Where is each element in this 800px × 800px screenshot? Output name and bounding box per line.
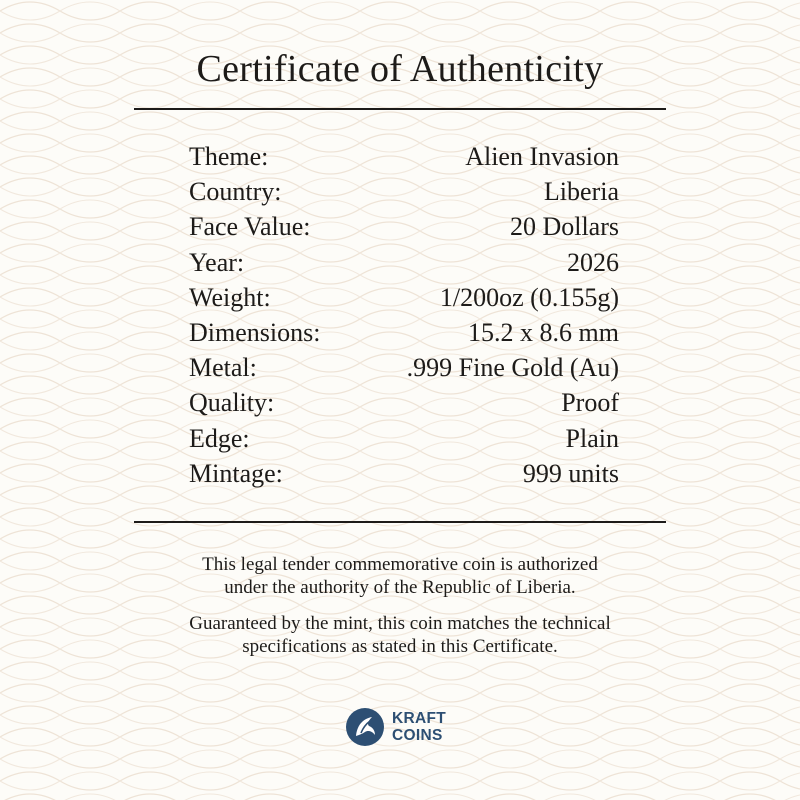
specification-list [189, 139, 619, 491]
spec-value: 1/200oz (0.155g) [439, 282, 619, 312]
spec-label: Year: [189, 247, 245, 277]
spec-row-theme [189, 139, 619, 174]
certificate-title: Certificate of Authenticity [196, 48, 604, 90]
spec-value: 20 Dollars [509, 212, 619, 242]
spec-value: 15.2 x 8.6 mm [468, 317, 619, 347]
spec-row-metal [189, 350, 619, 385]
spec-value: 999 units [522, 458, 619, 488]
spec-label: Mintage: [189, 458, 283, 488]
bottom-divider [134, 521, 666, 523]
certificate-notes [0, 553, 800, 671]
note-line: This legal tender commemorative coin is authorized [202, 554, 598, 575]
top-divider [134, 108, 666, 110]
spec-row-mintage [189, 456, 619, 491]
spec-label: Country: [189, 177, 282, 207]
spec-label: Face Value: [189, 212, 311, 242]
spec-value: Alien Invasion [465, 142, 619, 171]
spec-row-year [189, 245, 619, 280]
spec-label: Weight: [189, 282, 271, 312]
kraft-coins-logo [345, 707, 446, 747]
spec-row-edge [189, 421, 619, 456]
spec-value: Plain [565, 423, 619, 453]
note-line: under the authority of the Republic of Liberia. [224, 577, 576, 598]
spec-label: Quality: [189, 388, 275, 418]
spec-row-quality [189, 385, 619, 420]
legal-tender-note [0, 553, 800, 599]
spec-value: Proof [561, 388, 619, 418]
note-line: specifications as stated in this Certificate. [242, 636, 558, 657]
spec-value: 2026 [567, 247, 619, 277]
logo-wordmark [392, 710, 446, 744]
spec-label: Metal: [189, 353, 257, 383]
kraft-coins-logo-mark-icon [345, 707, 385, 747]
logo-line-kraft: KRAFT [392, 710, 447, 727]
spec-label: Theme: [189, 142, 269, 171]
spec-value: Liberia [543, 177, 619, 207]
spec-row-face-value [189, 209, 619, 244]
spec-row-country [189, 174, 619, 209]
spec-label: Edge: [189, 423, 250, 453]
spec-label: Dimensions: [189, 317, 321, 347]
note-line: Guaranteed by the mint, this coin matches the technical [189, 613, 611, 634]
spec-value: .999 Fine Gold (Au) [406, 353, 619, 383]
spec-row-dimensions [189, 315, 619, 350]
logo-line-coins: COINS [392, 727, 443, 744]
spec-row-weight [189, 280, 619, 315]
guarantee-note [0, 612, 800, 658]
